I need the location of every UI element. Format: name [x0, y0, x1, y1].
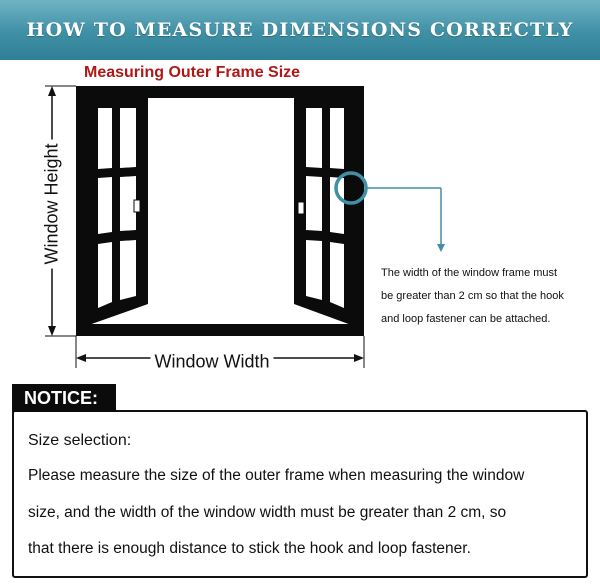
notice-tag: NOTICE:: [12, 384, 116, 412]
notice-line: size, and the width of the window width must be greater than 2 cm, so: [28, 504, 507, 521]
note-line: The width of the window frame must: [381, 267, 558, 279]
right-window-sash: [294, 98, 354, 326]
notice-line: Please measure the size of the outer frame when measuring the window: [28, 467, 525, 484]
note-line: and loop fastener can be attached.: [381, 313, 551, 325]
left-window-sash: [86, 98, 148, 326]
frame-width-note: [381, 262, 591, 331]
diagram-subtitle: Measuring Outer Frame Size: [84, 64, 301, 81]
note-line: be greater than 2 cm so that the hook: [381, 290, 564, 302]
notice-line: that there is enough distance to stick the hook and loop fastener.: [28, 540, 471, 557]
banner-title: HOW TO MEASURE DIMENSIONS CORRECTLY: [26, 19, 574, 41]
notice-box: [12, 410, 588, 578]
notice-heading: Size selection:: [28, 432, 132, 449]
callout-arrow: [366, 188, 445, 252]
window-height-label: Window Height: [42, 139, 63, 268]
window-width-label: Window Width: [150, 352, 273, 373]
